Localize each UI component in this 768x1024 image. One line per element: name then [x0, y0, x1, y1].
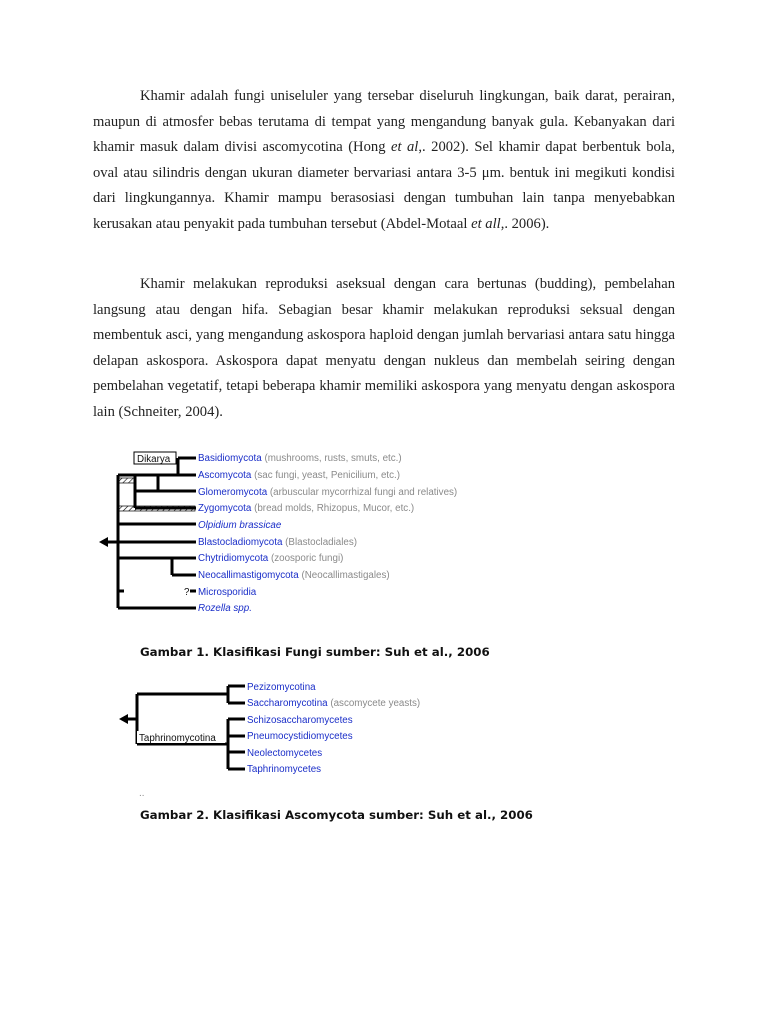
- clade-label-taphrinomycotina: Taphrinomycotina: [139, 733, 216, 744]
- taxon-pneumocystidiomycetes: Pneumocystidiomycetes: [247, 731, 353, 742]
- taxon-neolectomycetes: Neolectomycetes: [247, 748, 323, 759]
- paragraph-1-text-b: ,. 2002). Sel khamir dapat berbentuk bola, oval atau silindris dengan ukuran diameter bervariasi antara 3-5 μm. bentuk ini megikuti kondisi dari lingkungannya. Khamir mampu berasosiasi dengan tumbuhan lain tanpa menyebabkan kerusakan atau penyakit pada tumbuhan tersebut (Abdel-Motaal: [93, 139, 675, 232]
- paragraph-2: Khamir melakukan reproduksi aseksual dengan cara bertunas (budding), pembelahan langsung atau dengan hifa. Sebagian besar khamir melakukan reproduksi seksual dengan membentuk asci, yang mengandung askospora haploid dengan jumlah bervariasi antara satu hingga delapan askospora. Askospora dapat menyatu dengan nukleus dan membelah seiring dengan pembelahan vegetatif, tetapi beberapa khamir memiliki askospora yang menyatu dengan askospora lain (Schneiter, 2004).: [93, 276, 675, 420]
- taxon-taphrinomycetes: Taphrinomycetes: [247, 764, 322, 775]
- taxon-blastocladiomycota: Blastocladiomycota (Blastocladiales): [198, 537, 358, 548]
- paragraph-1-text-c: ,. 2006).: [500, 215, 550, 232]
- taxon-chytridiomycota: Chytridiomycota (zoosporic fungi): [198, 553, 344, 564]
- taxon-rozella: Rozella spp.: [198, 603, 252, 614]
- taxon-neocallimastigomycota: Neocallimastigomycota (Neocallimastigales): [198, 570, 390, 581]
- taxon-basidiomycota: Basidiomycota (mushrooms, rusts, smuts, etc.): [198, 453, 402, 464]
- citation-et-al-2: et all: [471, 215, 501, 232]
- paragraph-1-text-a: Khamir adalah fungi uniseluler yang tersebar diseluruh lingkungan, baik darat, perairan, maupun di atmosfer bebas terutama di tempat yang mengandung banyak gula. Kebanyakan dari khamir masuk dalam divisi ascomycotina (Hong: [93, 88, 675, 155]
- figure-2-footnote: ..: [139, 788, 145, 799]
- citation-et-al-1: et al: [390, 139, 419, 155]
- taxon-ascomycota: Ascomycota (sac fungi, yeast, Penicilium, etc.): [198, 470, 401, 481]
- clade-label-dikarya: Dikarya: [137, 454, 171, 465]
- taxon-saccharomycotina: Saccharomycotina (ascomycete yeasts): [247, 698, 421, 709]
- taxon-pezizomycotina: Pezizomycotina: [247, 682, 316, 693]
- taxon-microsporidia: Microsporidia: [198, 587, 257, 598]
- figure-2-caption: Gambar 2. Klasifikasi Ascomycota sumber: Suh et al., 2006: [140, 808, 533, 822]
- taxon-glomeromycota: Glomeromycota (arbuscular mycorrhizal fungi and relatives): [198, 487, 458, 498]
- figure-1-caption: Gambar 1. Klasifikasi Fungi sumber: Suh et al., 2006: [140, 645, 490, 659]
- taxon-olpidium: Olpidium brassicae: [198, 520, 282, 531]
- question-mark: ?: [184, 587, 190, 598]
- taxon-schizosaccharomycetes: Schizosaccharomycetes: [247, 715, 353, 726]
- taxon-zygomycota: Zygomycota (bread molds, Rhizopus, Mucor, etc.): [198, 503, 415, 514]
